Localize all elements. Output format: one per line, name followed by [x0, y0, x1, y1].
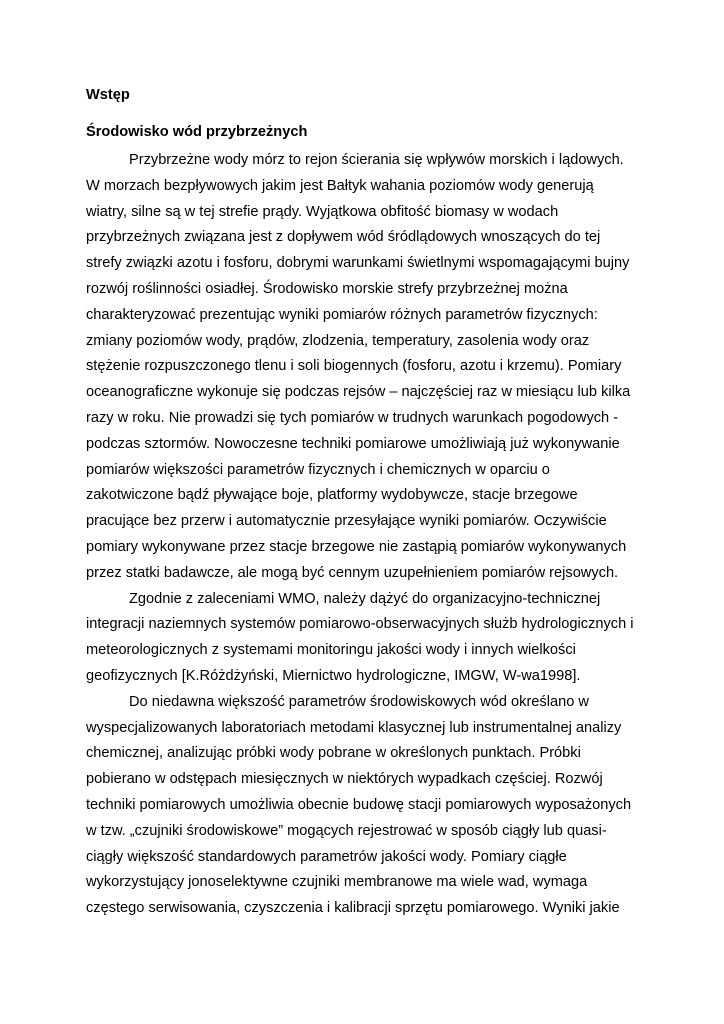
- text-line: razy w roku. Nie prowadzi się tych pomiarów w trudnych warunkach pogodowych -: [86, 409, 619, 426]
- document-body: [86, 85, 648, 922]
- text-line: oceanograficzne wykonuje się podczas rejsów – najczęściej raz w miesiącu lub kilka: [86, 384, 631, 401]
- text-line: charakteryzować prezentując wyniki pomiarów różnych parametrów fizycznych:: [86, 306, 598, 323]
- text-line: wyspecjalizowanych laboratoriach metodami klasycznej lub instrumentalnej analizy: [86, 719, 622, 736]
- text-line: przybrzeżnych związana jest z dopływem wód śródlądowych wnoszących do tej: [86, 229, 601, 246]
- text-line: stężenie rozpuszczonego tlenu i soli biogennych (fosforu, azotu i krzemu). Pomiary: [86, 358, 622, 375]
- text-line: integracji naziemnych systemów pomiarowo-obserwacyjnych służb hydrologicznych i: [86, 616, 634, 633]
- text-line: przez statki badawcze, ale mogą być cennym uzupełnieniem pomiarów rejsowych.: [86, 564, 619, 581]
- body-paragraph-2: [86, 587, 648, 690]
- text-line: Zgodnie z zaleceniami WMO, należy dążyć do organizacyjno-technicznej: [129, 590, 601, 607]
- text-line: pomiary wykonywane przez stacje brzegowe nie zastąpią pomiarów wykonywanych: [86, 538, 627, 555]
- text-line: chemicznej, analizując próbki wody pobrane w określonych punktach. Próbki: [86, 745, 581, 762]
- text-line: Do niedawna większość parametrów środowiskowych wód określano w: [129, 693, 589, 710]
- text-line: częstego serwisowania, czyszczenia i kalibracji sprzętu pomiarowego. Wyniki jakie: [86, 900, 620, 917]
- text-line: techniki pomiarowych umożliwia obecnie budowę stacji pomiarowych wyposażonych: [86, 796, 632, 813]
- section-heading: Środowisko wód przybrzeżnych: [86, 124, 308, 140]
- text-line: geofizycznych [K.Różdżyński, Miernictwo hydrologiczne, IMGW, W-wa1998].: [86, 667, 581, 684]
- body-paragraph-3: [86, 690, 648, 922]
- text-line: Przybrzeżne wody mórz to rejon ścierania się wpływów morskich i lądowych.: [129, 152, 624, 168]
- intro-heading: Wstęp: [86, 87, 130, 103]
- text-line: zmiany poziomów wody, prądów, zlodzenia, temperatury, zasolenia wody oraz: [86, 332, 590, 349]
- text-line: strefy związki azotu i fosforu, dobrymi warunkami świetlnymi wspomagającymi bujny: [86, 255, 630, 272]
- body-paragraph-1: [86, 148, 648, 587]
- text-line: pobierano w odstępach miesięcznych w niektórych wypadkach częściej. Rozwój: [86, 771, 603, 788]
- text-line: w tzw. „czujniki środowiskowe” mogących rejestrować w sposób ciągły lub quasi-: [86, 822, 607, 839]
- text-line: pomiarów większości parametrów fizycznych i chemicznych w oparciu o: [86, 461, 550, 478]
- text-line: ciągły większość standardowych parametrów jakości wody. Pomiary ciągłe: [86, 848, 567, 865]
- text-line: wiatry, silne są w tej strefie prądy. Wyjątkowa obfitość biomasy w wodach: [86, 203, 559, 220]
- text-line: pracujące bez przerw i automatycznie przesyłające wyniki pomiarów. Oczywiście: [86, 513, 607, 530]
- text-line: meteorologicznych z systemami monitoringu jakości wody i innych wielkości: [86, 642, 576, 659]
- text-line: wykorzystujący jonoselektywne czujniki membranowe ma wiele wad, wymaga: [86, 874, 588, 891]
- text-line: podczas sztormów. Nowoczesne techniki pomiarowe umożliwiają już wykonywanie: [86, 435, 620, 452]
- text-line: zakotwiczone bądź pływające boje, platformy wydobywcze, stacje brzegowe: [86, 487, 578, 504]
- paragraphs-container: [86, 148, 648, 922]
- text-line: W morzach bezpływowych jakim jest Bałtyk wahania poziomów wody generują: [86, 177, 594, 194]
- text-line: rozwój roślinności osiadłej. Środowisko morskie strefy przybrzeżnej można: [86, 280, 568, 297]
